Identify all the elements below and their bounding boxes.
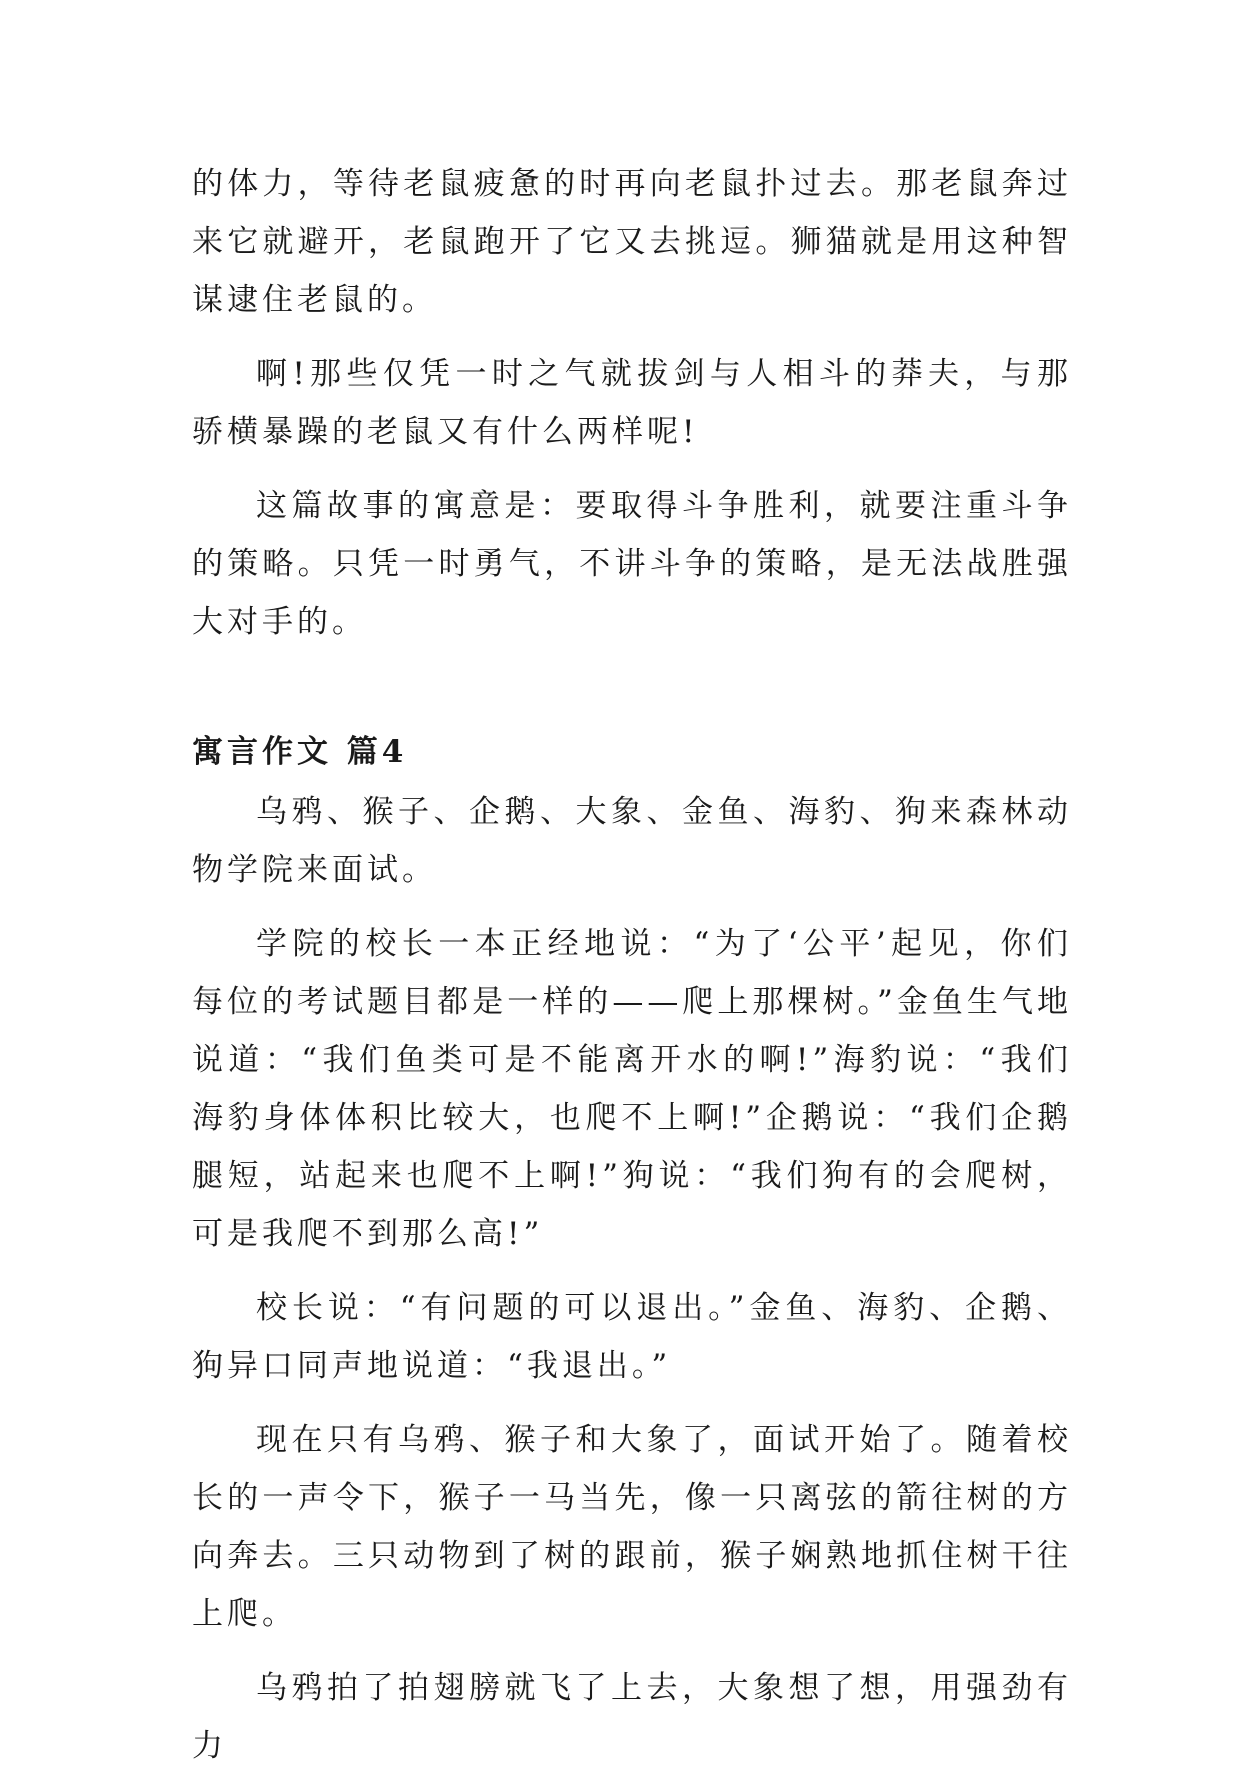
- paragraph: 的体力，等待老鼠疲惫的时再向老鼠扑过去。那老鼠奔过来它就避开，老鼠跑开了它又去挑逗。狮猫就是用这种智谋逮住老鼠的。: [192, 166, 1072, 318]
- paragraph: 校长说：“有问题的可以退出。”金鱼、海豹、企鹅、狗异口同声地说道：“我退出。”: [192, 1290, 1072, 1384]
- paragraph: 啊!那些仅凭一时之气就拔剑与人相斗的莽夫，与那骄横暴躁的老鼠又有什么两样呢!: [192, 356, 1072, 450]
- paragraph: 现在只有乌鸦、猴子和大象了，面试开始了。随着校长的一声令下，猴子一马当先，像一只离弦的箭往树的方向奔去。三只动物到了树的跟前，猴子娴熟地抓住树干往上爬。: [192, 1422, 1072, 1632]
- paragraph: 这篇故事的寓意是：要取得斗争胜利，就要注重斗争的策略。只凭一时勇气，不讲斗争的策略，是无法战胜强大对手的。: [192, 488, 1072, 640]
- paragraph: 乌鸦拍了拍翅膀就飞了上去，大象想了想，用强劲有力: [192, 1670, 1072, 1764]
- paragraph: 学院的校长一本正经地说：“为了‘公平’起见，你们每位的考试题目都是一样的——爬上那棵树。”金鱼生气地说道：“我们鱼类可是不能离开水的啊!”海豹说：“我们海豹身体体积比较大，也爬不上啊!”企鹅说：“我们企鹅腿短，站起来也爬不上啊!”狗说：“我们狗有的会爬树，可是我爬不到那么高!”: [192, 926, 1072, 1252]
- document-body: [192, 155, 1072, 1791]
- section-heading: 寓言作文 篇4: [192, 734, 408, 770]
- paragraph: 乌鸦、猴子、企鹅、大象、金鱼、海豹、狗来森林动物学院来面试。: [192, 794, 1072, 888]
